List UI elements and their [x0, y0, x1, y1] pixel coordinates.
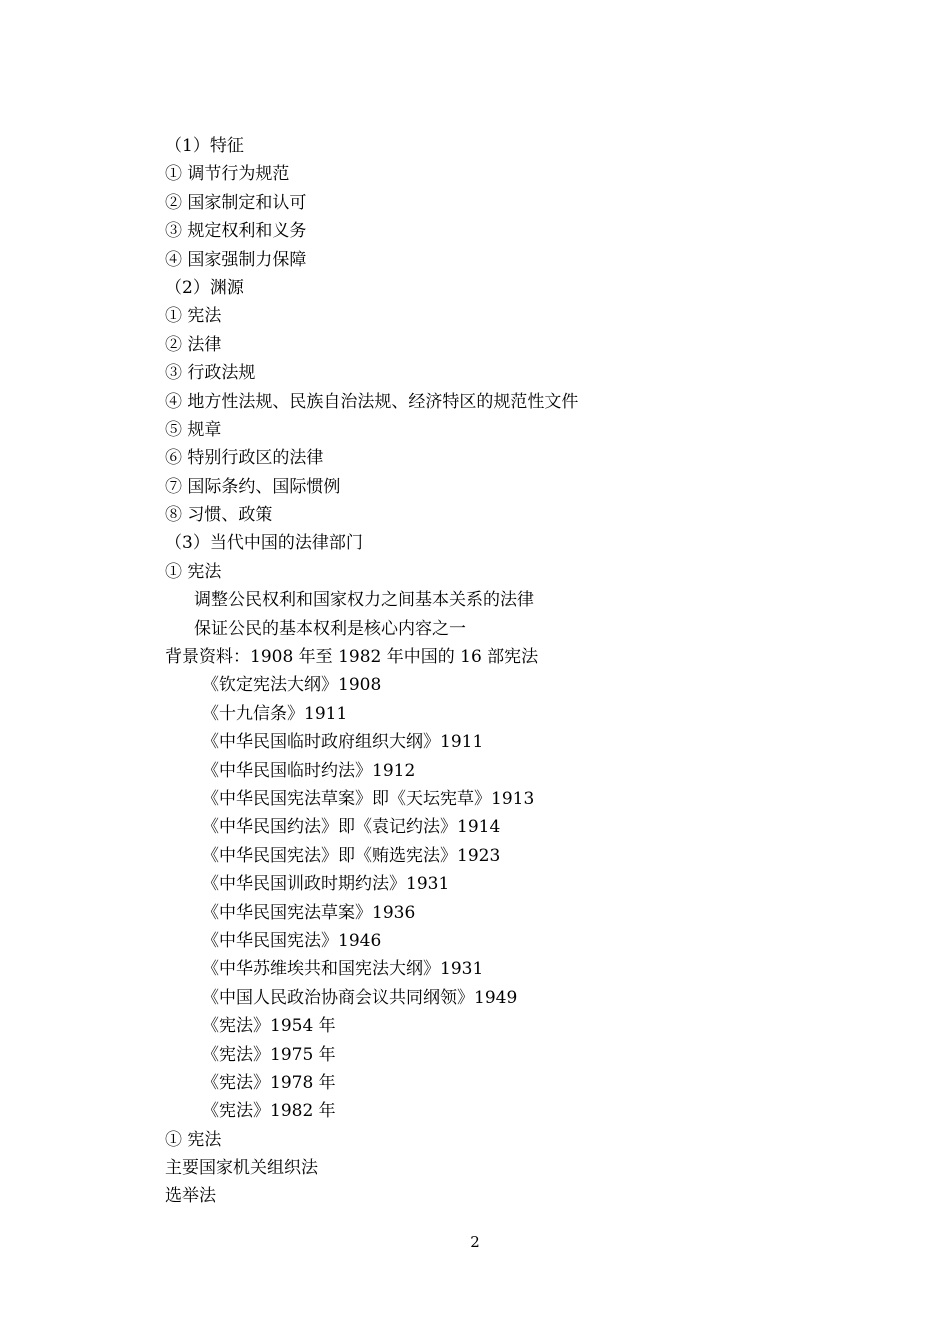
text-line: 《十九信条》1911: [202, 703, 348, 724]
text-line: （3）当代中国的法律部门: [165, 533, 363, 554]
text-line: 《中华民国训政时期约法》1931: [202, 874, 450, 895]
text-line: 《宪法》1954 年: [202, 1016, 336, 1037]
text-line: 选举法: [165, 1186, 216, 1207]
page-number: 2: [470, 1233, 480, 1251]
text-line: 《中华民国临时约法》1912: [202, 760, 416, 781]
text-line: 背景资料：1908 年至 1982 年中国的 16 部宪法: [165, 647, 539, 668]
text-line: （2）渊源: [165, 277, 244, 298]
text-line: ④ 地方性法规、民族自治法规、经济特区的规范性文件: [165, 391, 579, 412]
text-line: ⑧ 习惯、政策: [165, 505, 273, 526]
text-line: 保证公民的基本权利是核心内容之一: [194, 618, 466, 639]
text-line: 主要国家机关组织法: [165, 1158, 318, 1179]
text-line: ② 法律: [165, 334, 222, 355]
text-line: 《宪法》1978 年: [202, 1072, 336, 1093]
text-line: 《宪法》1975 年: [202, 1044, 336, 1065]
text-line: 《中华民国约法》即《袁记约法》1914: [202, 817, 501, 838]
text-line: ⑥ 特别行政区的法律: [165, 448, 324, 469]
text-line: ④ 国家强制力保障: [165, 249, 307, 270]
text-line: ③ 规定权利和义务: [165, 221, 307, 242]
text-line: 《中华民国宪法》即《贿选宪法》1923: [202, 845, 501, 866]
text-line: 《宪法》1982 年: [202, 1101, 336, 1122]
text-line: 《中华民国宪法》1946: [202, 930, 382, 951]
text-line: ① 调节行为规范: [165, 164, 290, 185]
text-line: ⑦ 国际条约、国际惯例: [165, 476, 341, 497]
text-line: 《中华民国宪法草案》即《天坛宪草》1913: [202, 788, 535, 809]
text-line: ⑤ 规章: [165, 419, 222, 440]
text-line: ② 国家制定和认可: [165, 192, 307, 213]
text-line: ③ 行政法规: [165, 363, 256, 384]
text-line: ① 宪法: [165, 306, 222, 327]
text-line: 《中国人民政治协商会议共同纲领》1949: [202, 987, 518, 1008]
text-line: ① 宪法: [165, 1129, 222, 1150]
text-line: ① 宪法: [165, 561, 222, 582]
text-line: 《中华民国临时政府组织大纲》1911: [202, 732, 484, 753]
text-line: 《中华苏维埃共和国宪法大纲》1931: [202, 959, 484, 980]
text-line: 《钦定宪法大纲》1908: [202, 675, 382, 696]
text-line: （1）特征: [165, 136, 244, 156]
text-line: 调整公民权利和国家权力之间基本关系的法律: [194, 590, 534, 611]
document-body: [165, 132, 865, 1211]
text-line: 《中华民国宪法草案》1936: [202, 902, 416, 923]
